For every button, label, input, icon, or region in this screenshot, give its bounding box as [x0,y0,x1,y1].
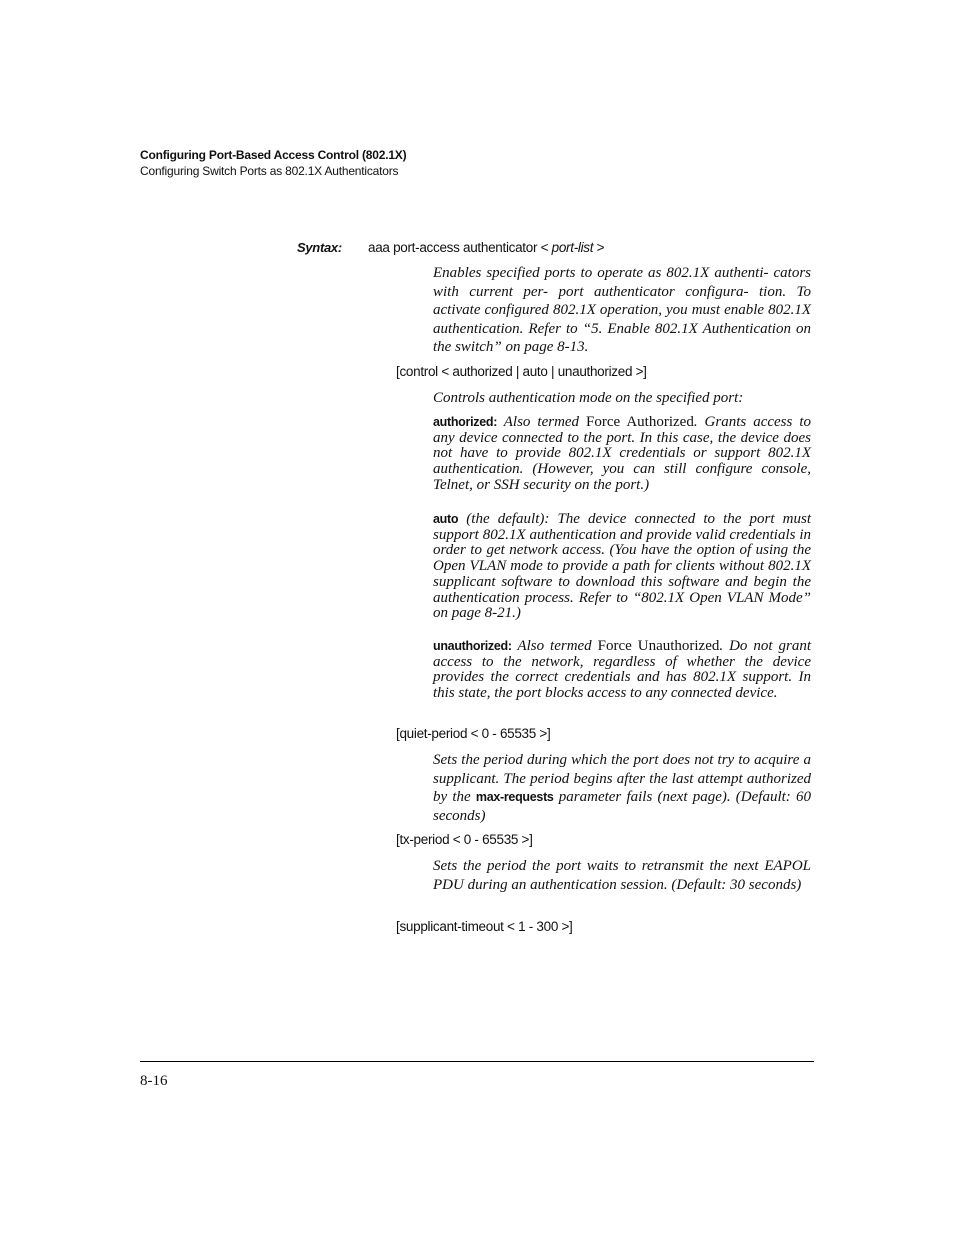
option-tx-period: [tx-period < 0 - 65535 >] [396,832,533,847]
footer-rule [140,1061,814,1062]
syntax-command [368,240,604,255]
quiet-period-desc-pre: Sets the period during which the port does not try to acquire a supplicant. The period begins after the last attempt authorized by the [433,752,811,806]
keyword-unauthorized: unauthorized: [433,639,512,653]
syntax-command-end: > [593,240,605,255]
authorized-pre: Also termed [497,414,587,430]
running-header-subtitle: Configuring Switch Ports as 802.1X Authenticators [140,164,399,178]
control-auto [433,512,811,622]
unauthorized-pre: Also termed [511,638,598,654]
authorized-text: . Grants access to any device connected to the port. In this case, the device does not have to provide 802.1X credentials or support 802.1X authentication. (However, you can still configure console, Telnet, or SSH security on the port.) [433,414,811,493]
syntax-label: Syntax: [297,240,342,255]
quiet-period-description [433,751,811,825]
keyword-authorized: authorized: [433,415,498,429]
syntax-command-param: port-list [551,240,594,255]
page-number: 8-16 [140,1073,168,1089]
option-control: [control < authorized | auto | unauthorized >] [396,364,647,379]
option-supplicant-timeout: [supplicant-timeout < 1 - 300 >] [396,919,573,934]
control-unauthorized [433,639,811,702]
tx-period-description: Sets the period the port waits to retransmit the next EAPOL PDU during an authentication session. (Default: 30 seconds) [433,858,811,893]
quiet-period-desc-post: parameter fails (next page). (Default: 60 seconds) [433,789,811,824]
syntax-description: Enables specified ports to operate as 802.1X authenti- cators with current per- port authenticator configura- tion. To activate configured 802.1X operation, you must enable 802.1X authentication. Refer to “5. Enable 802.1X Authentication on the switch” on page 8-13. [433,265,811,356]
option-quiet-period: [quiet-period < 0 - 65535 >] [396,726,551,741]
unauthorized-text: . Do not grant access to the network, regardless of whether the device provides the correct credentials and has 802.1X support. In this state, the port blocks access to any connected device. [433,638,811,702]
syntax-command-text: aaa port-access authenticator < [368,240,552,255]
control-authorized [433,415,811,494]
authorized-term: Force Authorized [586,414,694,430]
keyword-auto: auto [433,512,459,526]
auto-text: (the default): The device connected to the port must support 802.1X authentication and provide valid credentials in order to get network access. (You have the option of using the Open VLAN mode to provide a path for clients without 802.1X supplicant software to download this software and begin the authentication process. Refer to “802.1X Open VLAN Mode” on page 8-21.) [433,511,811,622]
keyword-max-requests: max-requests [475,790,554,805]
running-header-title: Configuring Port-Based Access Control (802.1X) [140,148,407,162]
unauthorized-term: Force Unauthorized [597,638,720,654]
control-description: Controls authentication mode on the specified port: [433,390,744,406]
